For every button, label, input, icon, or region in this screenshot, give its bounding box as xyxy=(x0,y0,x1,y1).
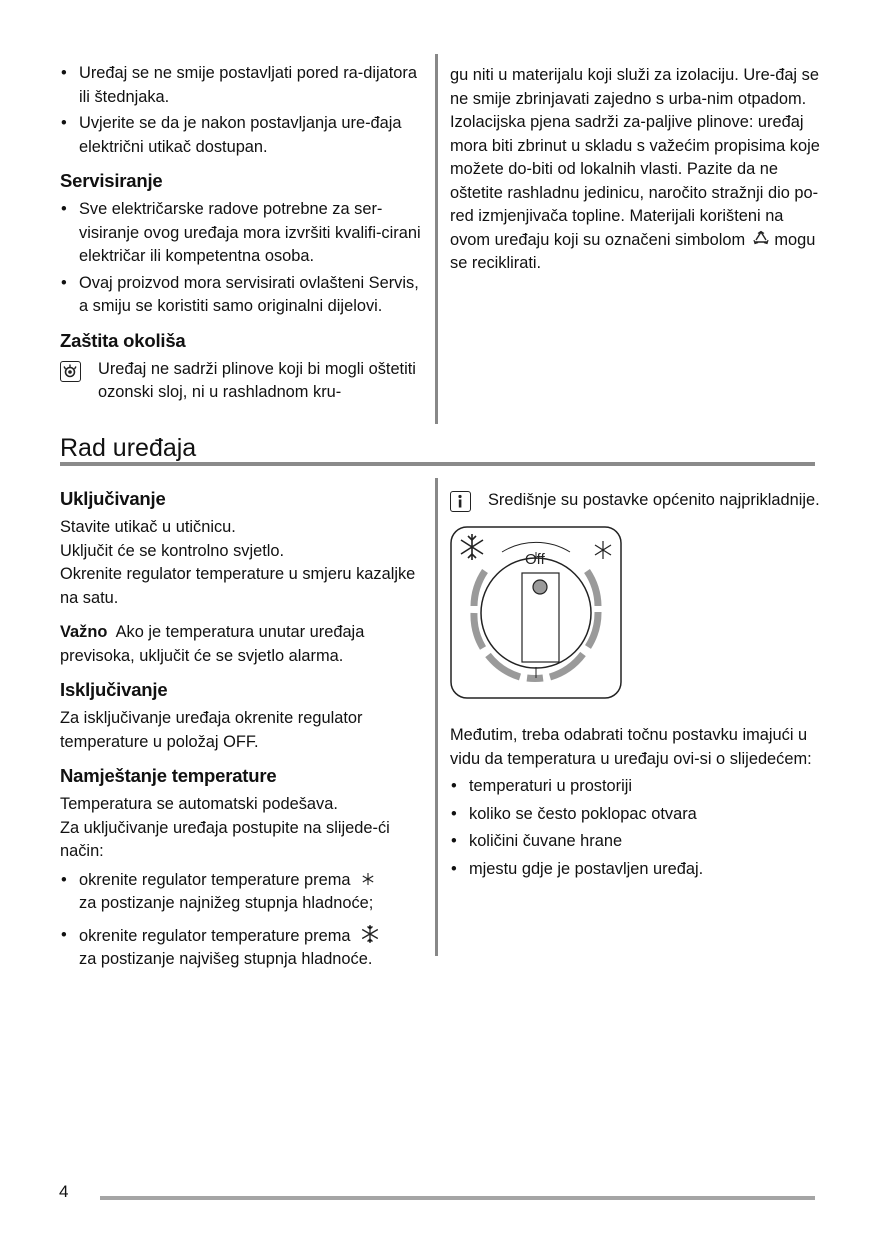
list-item: • Uređaj se ne smije postavljati pored ra-dijatora ili štednjaka. xyxy=(60,62,426,109)
list-item: • Uvjerite se da je nakon postavljanja ure-đaja električni utikač dostupan. xyxy=(60,112,426,159)
environment-note xyxy=(60,358,426,405)
list-item: • Ovaj proizvod mora servisirati ovlašteni Servis, a smiju se koristiti samo originalni dijelovi. xyxy=(60,272,426,319)
factors-list xyxy=(450,775,820,881)
column-divider-bottom xyxy=(435,478,438,956)
list-item: • Sve električarske radove potrebne za ser-visiranje ovog uređaja mora izvršiti kvalifi-cirani električar ili kompetentna osoba. xyxy=(60,198,426,269)
adjust-line: Za uključivanje uređaja postupite na slijede-ći način: xyxy=(60,818,390,860)
recycle-icon xyxy=(752,230,770,247)
environment-icon xyxy=(60,361,81,382)
servicing-list xyxy=(60,198,426,319)
environment-text: Uređaj ne sadrži plinove koji bi mogli oštetiti ozonski sloj, ni u rashladnom kru- xyxy=(98,359,416,401)
adjust-list xyxy=(60,869,426,972)
switch-on-line: Uključit će se kontrolno svjetlo. xyxy=(60,541,285,560)
snowflake-large-icon xyxy=(360,924,380,944)
switch-on-heading: Uključivanje xyxy=(60,488,166,509)
after-dial-text: Međutim, treba odabrati točnu postavku imajući u vidu da temperatura u uređaju ovi-si o slijedećem: xyxy=(450,726,812,768)
disposal-text: gu niti u materijalu koji služi za izolaciju. Ure-đaj se ne smije zbrinjavati zajedno s urba-nim otpadom. Izolacijska pjena sadrži za-paljive plinove: uređaj mora biti zbrinut u skladu s važećim propisima koje možete do-biti od lokalnih vlasti. Pazite da ne oštetite rashladnu jedinicu, naročito stražnji dio po-red izmjenjivača topline. Materijali korišteni na ovom uređaju koji su označeni simbolom mogu se reciklirati. xyxy=(450,66,820,272)
adjust-heading: Namještanje temperature xyxy=(60,765,277,786)
switch-on-line: Stavite utikač u utičnicu. xyxy=(60,518,236,536)
section-rule xyxy=(60,462,815,466)
switch-off-text: Za isključivanje uređaja okrenite regulator temperature u položaj OFF. xyxy=(60,709,363,751)
bottom-right-column xyxy=(450,489,820,884)
page-number: 4 xyxy=(59,1182,69,1201)
important-text: Ako je temperatura unutar uređaja previsoka, uključit će se svjetlo alarma. xyxy=(60,623,365,665)
installation-list xyxy=(60,62,426,159)
list-item: • temperaturi u prostoriji xyxy=(450,775,820,799)
top-right-column xyxy=(450,64,820,276)
list-item: • mjestu gdje je postavljen uređaj. xyxy=(450,858,820,882)
dial-off-text: Off xyxy=(525,551,545,568)
info-note xyxy=(450,489,820,513)
footer-rule xyxy=(100,1196,815,1200)
snowflake-small-icon xyxy=(361,872,375,886)
top-left-column xyxy=(60,62,426,405)
list-item: • okrenite regulator temperature prema za postizanje najnižeg stupnja hladnoće; xyxy=(60,869,426,916)
list-item: • okrenite regulator temperature prema za postizanje najvišeg stupnja hladnoće. xyxy=(60,924,426,972)
list-item: • količini čuvane hrane xyxy=(450,830,820,854)
servicing-heading: Servisiranje xyxy=(60,170,163,191)
info-text: Središnje su postavke općenito najprikladnije. xyxy=(488,491,820,509)
list-item: • koliko se često poklopac otvara xyxy=(450,803,820,827)
bottom-left-column xyxy=(60,487,426,975)
important-label: Važno xyxy=(60,623,108,641)
column-divider-top xyxy=(435,54,438,424)
section-title: Rad uređaja xyxy=(60,434,197,462)
thermostat-dial-figure xyxy=(450,526,820,707)
adjust-line: Temperatura se automatski podešava. xyxy=(60,795,338,813)
switch-off-heading: Isključivanje xyxy=(60,679,168,700)
info-icon xyxy=(450,491,471,512)
environment-heading: Zaštita okoliša xyxy=(60,329,186,351)
important-note xyxy=(60,621,426,668)
switch-on-line: Okrenite regulator temperature u smjeru kazaljke na satu. xyxy=(60,565,416,607)
